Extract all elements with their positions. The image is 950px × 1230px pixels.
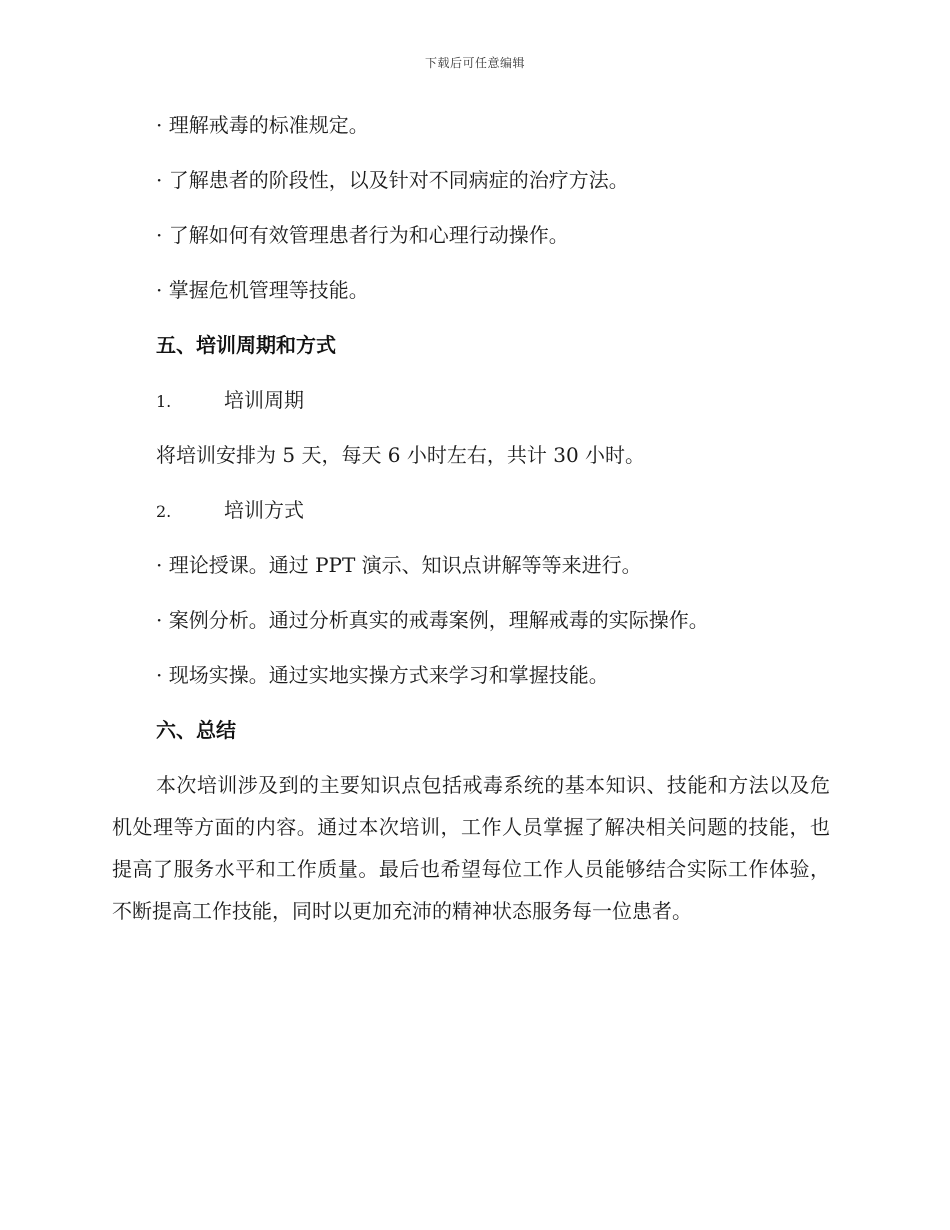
body-text: 将培训安排为 5 天，每天 6 小时左右，共计 30 小时。 — [156, 443, 646, 467]
item-label: 培训周期 — [224, 388, 304, 412]
bullet-item: · 了解患者的阶段性，以及针对不同病症的治疗方法。 — [156, 168, 629, 192]
page-content — [112, 110, 830, 932]
numbered-item — [112, 385, 830, 415]
bullet-item: · 现场实操。通过实地实操方式来学习和掌握技能。 — [156, 663, 609, 687]
bullet-item: · 理解戒毒的标准规定。 — [156, 113, 369, 137]
item-label: 培训方式 — [224, 498, 304, 522]
item-number: 1. — [156, 392, 172, 411]
item-number: 2. — [156, 502, 172, 521]
page-header: 下载后可任意编辑 — [424, 56, 525, 70]
section-heading: 六、总结 — [156, 718, 236, 742]
summary-paragraph: 本次培训涉及到的主要知识点包括戒毒系统的基本知识、技能和方法以及危机处理等方面的内容。通过本次培训，工作人员掌握了解决相关问题的技能，也提高了服务水平和工作质量。最后也希望每位工作人员能够结合实际工作体验，不断提高工作技能，同时以更加充沛的精神状态服务每一位患者。 — [112, 773, 830, 923]
bullet-item: · 案例分析。通过分析真实的戒毒案例，理解戒毒的实际操作。 — [156, 608, 709, 632]
bullet-item: · 了解如何有效管理患者行为和心理行动操作。 — [156, 223, 569, 247]
bullet-item: · 掌握危机管理等技能。 — [156, 278, 369, 302]
section-heading: 五、培训周期和方式 — [156, 333, 336, 357]
bullet-item: · 理论授课。通过 PPT 演示、知识点讲解等等来进行。 — [156, 553, 642, 577]
numbered-item — [112, 495, 830, 525]
